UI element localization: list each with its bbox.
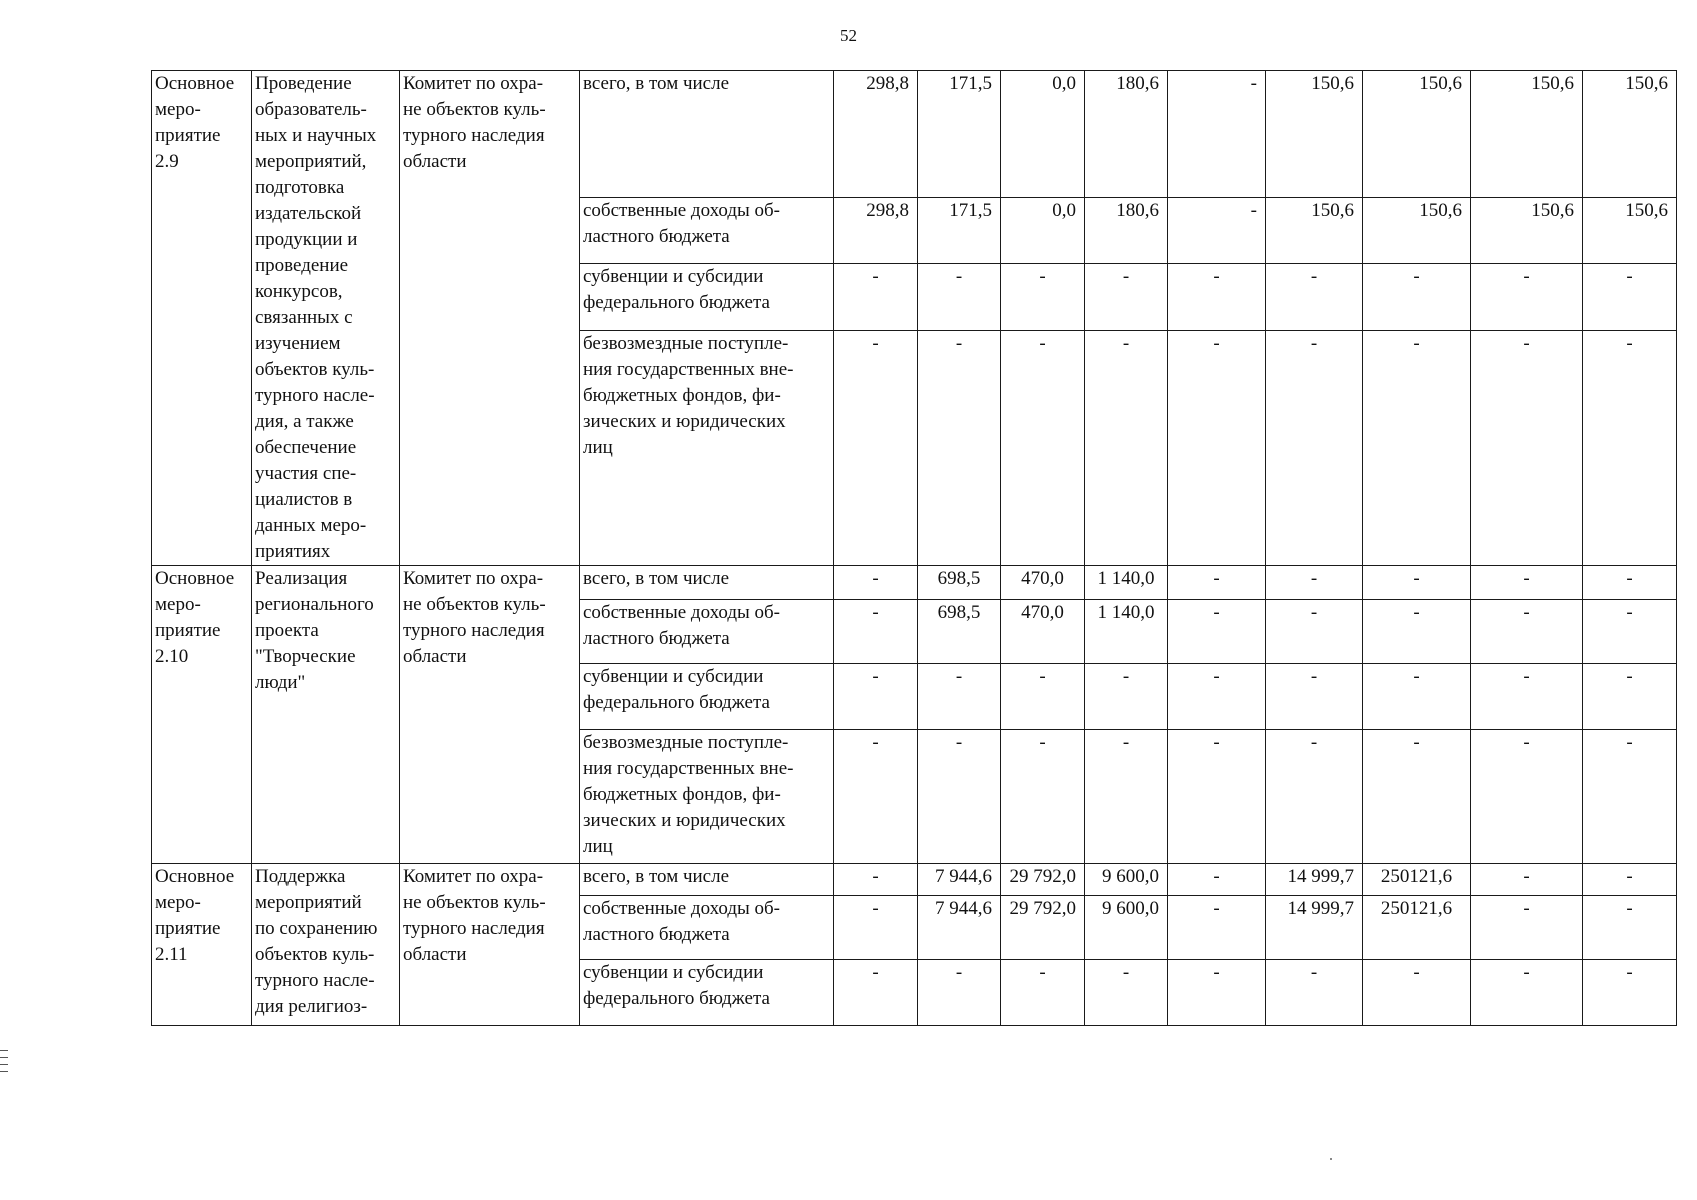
value-cell: - <box>1001 664 1085 730</box>
value-cell: 470,0 <box>1001 566 1085 600</box>
value-cell: 7 944,6 <box>918 896 1001 960</box>
value-cell: 250121,6 <box>1363 896 1471 960</box>
table-row <box>152 566 1677 600</box>
value-cell: - <box>834 664 918 730</box>
measure-code-cell: Основное меро- приятие 2.9 <box>152 71 252 566</box>
value-cell: - <box>1583 896 1677 960</box>
value-cell: 1 140,0 <box>1085 566 1168 600</box>
value-cell: - <box>918 664 1001 730</box>
value-cell: 14 999,7 <box>1266 864 1363 896</box>
value-cell: - <box>1583 864 1677 896</box>
value-cell: - <box>1471 664 1583 730</box>
measure-code-cell: Основное меро- приятие 2.11 <box>152 864 252 1026</box>
value-cell: - <box>1168 71 1266 198</box>
value-cell: 150,6 <box>1583 197 1677 263</box>
value-cell: - <box>918 730 1001 864</box>
value-cell: 7 944,6 <box>918 864 1001 896</box>
value-cell: 150,6 <box>1471 197 1583 263</box>
scan-speck <box>1330 1158 1332 1160</box>
value-cell: - <box>1085 730 1168 864</box>
value-cell: 298,8 <box>834 197 918 263</box>
table-body <box>152 71 1677 1026</box>
value-cell: - <box>1471 730 1583 864</box>
value-cell: - <box>1471 960 1583 1026</box>
budget-table <box>151 70 1677 1026</box>
value-cell: - <box>1168 864 1266 896</box>
value-cell: 150,6 <box>1266 197 1363 263</box>
value-cell: - <box>1583 566 1677 600</box>
value-cell: - <box>1168 896 1266 960</box>
value-cell: - <box>918 264 1001 330</box>
value-cell: - <box>1471 264 1583 330</box>
value-cell: - <box>1583 330 1677 565</box>
value-cell: 698,5 <box>918 566 1001 600</box>
value-cell: - <box>1471 566 1583 600</box>
value-cell: - <box>1363 664 1471 730</box>
value-cell: - <box>1363 600 1471 664</box>
value-cell: 470,0 <box>1001 600 1085 664</box>
value-cell: 14 999,7 <box>1266 896 1363 960</box>
value-cell: 29 792,0 <box>1001 864 1085 896</box>
value-cell: - <box>1266 330 1363 565</box>
value-cell: 150,6 <box>1363 71 1471 198</box>
value-cell: 150,6 <box>1266 71 1363 198</box>
executor-cell: Комитет по охра- не объектов куль- турного наследия области <box>400 864 580 1026</box>
value-cell: - <box>1168 197 1266 263</box>
value-cell: 698,5 <box>918 600 1001 664</box>
table-row <box>152 71 1677 198</box>
value-cell: - <box>1266 600 1363 664</box>
value-cell: - <box>1266 566 1363 600</box>
funding-source-cell: собственные доходы об- ластного бюджета <box>580 600 834 664</box>
value-cell: - <box>834 730 918 864</box>
value-cell: 171,5 <box>918 71 1001 198</box>
value-cell: - <box>1363 566 1471 600</box>
value-cell: 171,5 <box>918 197 1001 263</box>
value-cell: - <box>834 864 918 896</box>
value-cell: - <box>1001 264 1085 330</box>
funding-source-cell: безвозмездные поступле- ния государственных вне- бюджетных фондов, фи- зических и юридических лиц <box>580 730 834 864</box>
funding-source-cell: всего, в том числе <box>580 864 834 896</box>
value-cell: - <box>1583 960 1677 1026</box>
measure-name-cell: Проведение образователь- ных и научных мероприятий, подготовка издательской продукции и проведение конкурсов, связанных с изучением объектов куль- турного насле- дия, а также обеспечение участия спе- циалистов в данных меро- приятиях <box>252 71 400 566</box>
scan-edge-marks <box>0 1050 10 1078</box>
value-cell: - <box>1168 600 1266 664</box>
value-cell: - <box>1471 864 1583 896</box>
value-cell: - <box>834 264 918 330</box>
value-cell: - <box>1471 896 1583 960</box>
value-cell: - <box>1583 664 1677 730</box>
value-cell: 0,0 <box>1001 71 1085 198</box>
value-cell: - <box>1168 330 1266 565</box>
value-cell: 180,6 <box>1085 71 1168 198</box>
funding-source-cell: субвенции и субсидии федерального бюджета <box>580 664 834 730</box>
value-cell: - <box>1168 264 1266 330</box>
value-cell: - <box>1168 664 1266 730</box>
value-cell: - <box>1266 664 1363 730</box>
value-cell: - <box>918 330 1001 565</box>
value-cell: 1 140,0 <box>1085 600 1168 664</box>
value-cell: - <box>834 960 918 1026</box>
value-cell: - <box>1168 566 1266 600</box>
value-cell: - <box>1085 664 1168 730</box>
value-cell: - <box>1168 730 1266 864</box>
measure-name-cell: Поддержка мероприятий по сохранению объектов куль- турного насле- дия религиоз- <box>252 864 400 1026</box>
value-cell: - <box>1583 264 1677 330</box>
measure-code-cell: Основное меро- приятие 2.10 <box>152 566 252 864</box>
value-cell: - <box>1583 600 1677 664</box>
value-cell: - <box>1471 600 1583 664</box>
value-cell: 298,8 <box>834 71 918 198</box>
value-cell: 9 600,0 <box>1085 864 1168 896</box>
value-cell: - <box>1363 264 1471 330</box>
funding-source-cell: собственные доходы об- ластного бюджета <box>580 896 834 960</box>
table-row <box>152 864 1677 896</box>
value-cell: - <box>1001 960 1085 1026</box>
value-cell: - <box>1583 730 1677 864</box>
value-cell: - <box>1363 330 1471 565</box>
value-cell: 9 600,0 <box>1085 896 1168 960</box>
funding-source-cell: безвозмездные поступле- ния государственных вне- бюджетных фондов, фи- зических и юридических лиц <box>580 330 834 565</box>
value-cell: 0,0 <box>1001 197 1085 263</box>
measure-name-cell: Реализация регионального проекта "Творческие люди" <box>252 566 400 864</box>
value-cell: - <box>1363 730 1471 864</box>
value-cell: - <box>1266 264 1363 330</box>
value-cell: 150,6 <box>1583 71 1677 198</box>
value-cell: - <box>1266 730 1363 864</box>
value-cell: - <box>1168 960 1266 1026</box>
value-cell: - <box>834 600 918 664</box>
funding-source-cell: всего, в том числе <box>580 566 834 600</box>
value-cell: - <box>834 566 918 600</box>
value-cell: 150,6 <box>1471 71 1583 198</box>
value-cell: - <box>1001 330 1085 565</box>
value-cell: - <box>1001 730 1085 864</box>
value-cell: 250121,6 <box>1363 864 1471 896</box>
value-cell: - <box>1266 960 1363 1026</box>
value-cell: - <box>1363 960 1471 1026</box>
funding-source-cell: субвенции и субсидии федерального бюджета <box>580 264 834 330</box>
value-cell: 180,6 <box>1085 197 1168 263</box>
value-cell: - <box>918 960 1001 1026</box>
executor-cell: Комитет по охра- не объектов куль- турного наследия области <box>400 71 580 566</box>
value-cell: 29 792,0 <box>1001 896 1085 960</box>
value-cell: - <box>1085 330 1168 565</box>
funding-source-cell: всего, в том числе <box>580 71 834 198</box>
page-number: 52 <box>840 26 857 45</box>
executor-cell: Комитет по охра- не объектов куль- турного наследия области <box>400 566 580 864</box>
value-cell: - <box>834 896 918 960</box>
funding-source-cell: субвенции и субсидии федерального бюджета <box>580 960 834 1026</box>
value-cell: 150,6 <box>1363 197 1471 263</box>
value-cell: - <box>1471 330 1583 565</box>
funding-source-cell: собственные доходы об- ластного бюджета <box>580 197 834 263</box>
value-cell: - <box>834 330 918 565</box>
value-cell: - <box>1085 264 1168 330</box>
value-cell: - <box>1085 960 1168 1026</box>
